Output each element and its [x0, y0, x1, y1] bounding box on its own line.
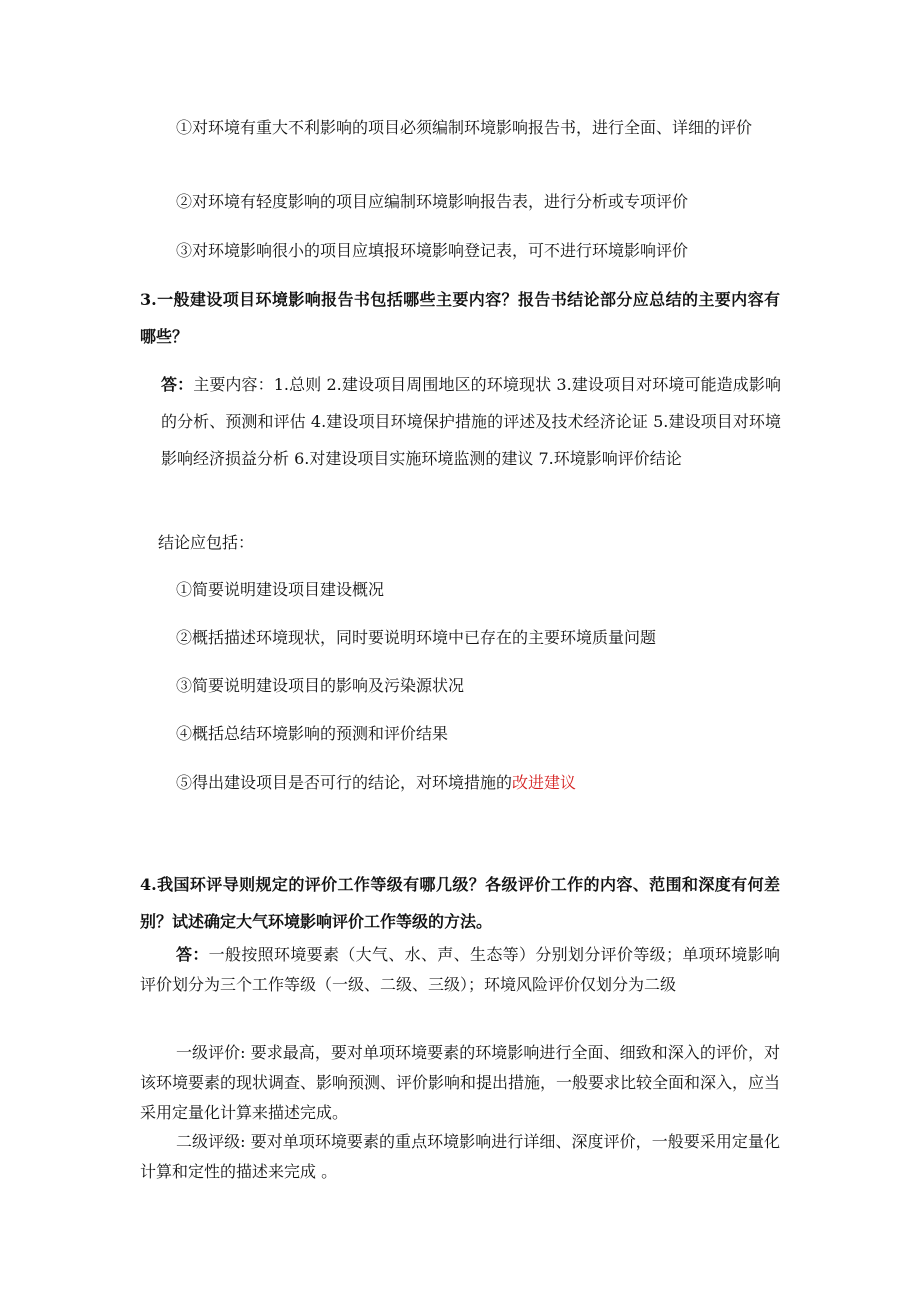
top-item-1: ①对环境有重大不利影响的项目必须编制环境影响报告书，进行全面、详细的评价 [176, 118, 753, 137]
conclusion-item-1: ①简要说明建设项目建设概况 [176, 580, 385, 599]
conclusion-item-5-text: ⑤得出建设项目是否可行的结论，对环境措施的 [176, 773, 513, 792]
answer-label: 答： [176, 945, 209, 964]
top-item-3: ③对环境影响很小的项目应填报环境影响登记表，可不进行环境影响评价 [176, 241, 689, 260]
question-4-answer [140, 940, 780, 1000]
question-4-heading: 4.我国环评导则规定的评价工作等级有哪几级？各级评价工作的内容、范围和深度有何差别？试述确定大气环境影响评价工作等级的方法。 [140, 875, 780, 931]
conclusion-item-5 [176, 764, 576, 801]
question-3-heading: 3.一般建设项目环境影响报告书包括哪些主要内容？报告书结论部分应总结的主要内容有哪些？ [140, 290, 780, 346]
answer-text: 一般按照环境要素（大气、水、声、生态等）分别划分评价等级；单项环境影响评价划分为三个工作等级（一级、二级、三级）；环境风险评价仅划分为二级 [140, 945, 780, 994]
answer-label: 答： [161, 375, 194, 394]
answer-text: 主要内容：1.总则 2.建设项目周围地区的环境现状 3.建设项目对环境可能造成影响的分析、预测和评估 4.建设项目环境保护措施的评述及技术经济论证 5.建设项目对环境影响经济损益分析 6.对建设项目实施环境监测的建议 7.环境影响评价结论 [161, 375, 781, 468]
conclusion-item-3: ③简要说明建设项目的影响及污染源状况 [176, 676, 465, 695]
conclusion-intro: 结论应包括： [158, 533, 255, 552]
level-1-description: 一级评价: 要求最高，要对单项环境要素的环境影响进行全面、细致和深入的评价，对该环境要素的现状调查、影响预测、评价影响和提出措施，一般要求比较全面和深入，应当采用定量化计算来描述完成。 [140, 1043, 781, 1122]
question-3-answer [161, 366, 781, 477]
conclusion-item-4: ④概括总结环境影响的预测和评价结果 [176, 724, 449, 743]
level-2-description: 二级评级: 要对单项环境要素的重点环境影响进行详细、深度评价，一般要采用定量化计算和定性的描述来完成 。 [140, 1132, 780, 1181]
top-item-2: ②对环境有轻度影响的项目应编制环境影响报告表，进行分析或专项评价 [176, 192, 689, 211]
improvement-suggestion-link[interactable]: 改进建议 [512, 773, 577, 792]
conclusion-item-2: ②概括描述环境现状，同时要说明环境中已存在的主要环境质量问题 [176, 628, 657, 647]
